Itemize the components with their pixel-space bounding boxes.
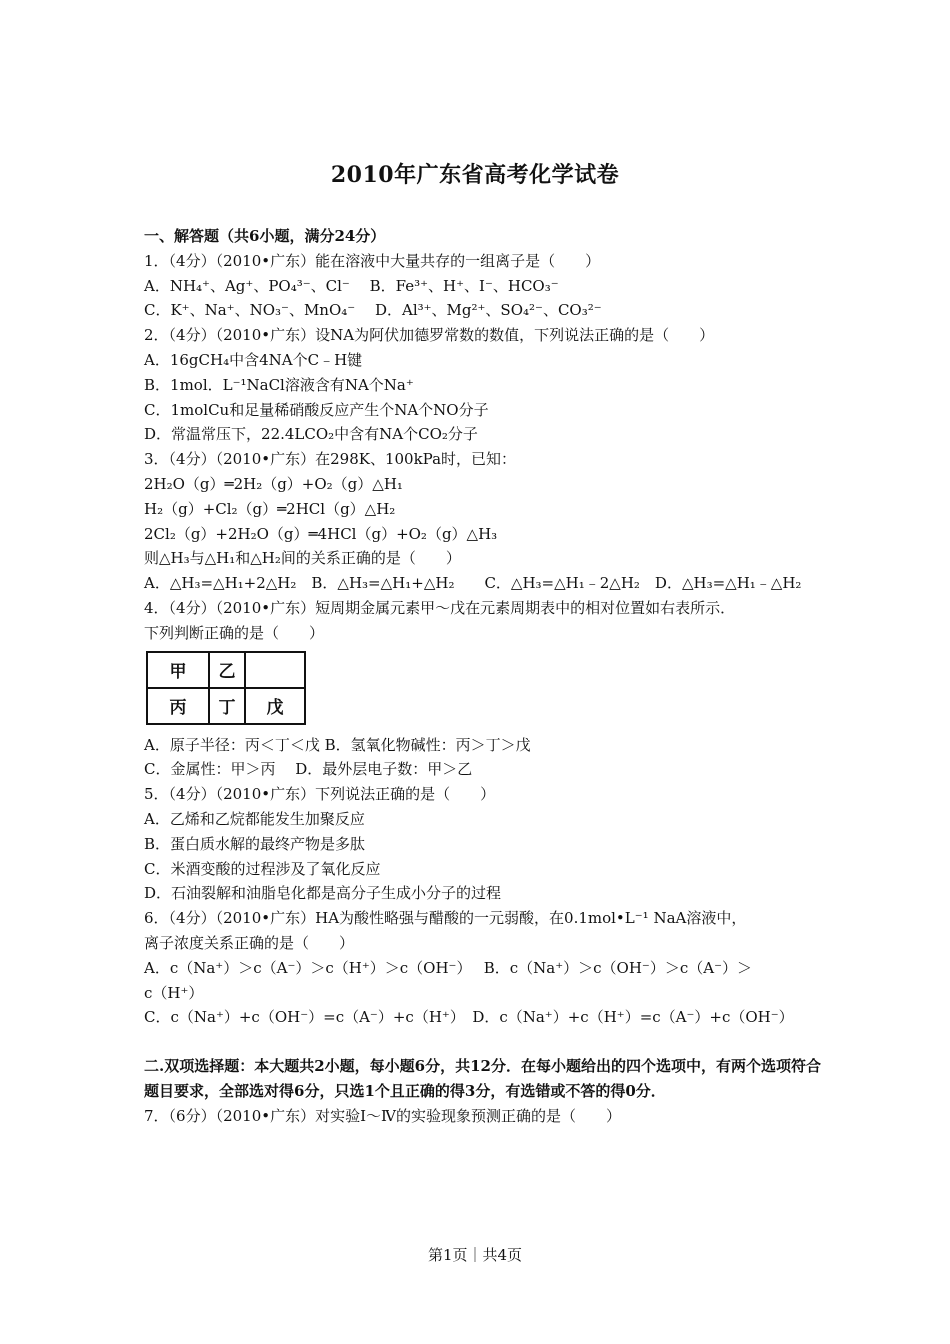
table-cell: 乙 [209,652,245,688]
question-1-stem: 1．（4分）（2010•广东）能在溶液中大量共存的一组离子是（ ） [144,251,601,270]
section-heading-2: 二.双项选择题：本大题共2小题，每小题6分，共12分．在每小题给出的四个选项中，有两个选项符合题目要求，全部选对得6分，只选1个且正确的得3分，有选错或不答的得0分． [144,1057,821,1100]
question-5-option-c: C．米酒变酸的过程涉及了氧化反应 [144,859,381,878]
question-4-options-cd: C．金属性：甲＞丙 D．最外层电子数：甲＞乙 [144,760,473,779]
question-2-option-c: C．1molCu和足量稀硝酸反应产生个NA个NO分子 [144,400,489,419]
question-6-stem-line-2: 离子浓度关系正确的是（ ） [144,933,355,952]
question-6-options-ab-line-1: A．c（Na⁺）＞c（A⁻）＞c（H⁺）＞c（OH⁻） B．c（Na⁺）＞c（OH⁻）＞c（A⁻）＞ [144,958,752,977]
question-2-option-a: A．16gCH₄中含4NA个C﹣H键 [144,350,363,369]
table-cell: 丁 [209,688,245,724]
table-row [147,688,305,724]
table-row [147,652,305,688]
question-5-option-d: D．石油裂解和油脂皂化都是高分子生成小分子的过程 [144,884,502,903]
question-3-equation-3: 2Cl₂（g）+2H₂O（g）═4HCl（g）+O₂（g）△H₃ [144,524,498,543]
table-cell: 戊 [245,688,305,724]
question-2-stem: 2．（4分）（2010•广东）设NA为阿伏加德罗常数的数值，下列说法正确的是（ ） [144,326,715,345]
document-body [144,224,824,1129]
question-3-ask: 则△H₃与△H₁和△H₂间的关系正确的是（ ） [144,549,461,568]
question-3-equation-1: 2H₂O（g）═2H₂（g）+O₂（g）△H₁ [144,474,403,493]
question-2-option-b: B．1mol．L⁻¹NaCl溶液含有NA个Na⁺ [144,375,414,394]
question-6-options-cd: C．c（Na⁺）+c（OH⁻）=c（A⁻）+c（H⁺） D．c（Na⁺）+c（H⁺）=c（A⁻）+c（OH⁻） [144,1008,794,1027]
question-1-options-ab: A．NH₄⁺、Ag⁺、PO₄³⁻、Cl⁻ B．Fe³⁺、H⁺、I⁻、HCO₃⁻ [144,276,559,295]
question-6-options-ab-line-2: c（H⁺） [144,983,204,1002]
page-title: 2010年广东省高考化学试卷 [330,162,620,188]
question-3-options: A．△H₃=△H₁+2△H₂ B．△H₃=△H₁+△H₂ C．△H₃=△H₁﹣2△H₂ D．△H₃=△H₁﹣△H₂ [144,574,802,593]
question-6-stem-line-1: 6．（4分）（2010•广东）HA为酸性略强与醋酸的一元弱酸，在0.1mol•L⁻¹ NaA溶液中， [144,909,747,928]
question-5-option-a: A．乙烯和乙烷都能发生加聚反应 [144,809,365,828]
question-4-options-ab: A．原子半径：丙＜丁＜戊 B．氢氧化物碱性：丙＞丁＞戊 [144,735,531,754]
question-1-options-cd: C．K⁺、Na⁺、NO₃⁻、MnO₄⁻ D．Al³⁺、Mg²⁺、SO₄²⁻、CO₃²⁻ [144,301,602,320]
question-3-stem: 3．（4分）（2010•广东）在298K、100kPa时，已知： [144,450,517,469]
question-4-stem-line-1: 4．（4分）（2010•广东）短周期金属元素甲～戊在元素周期表中的相对位置如右表所示． [144,598,736,617]
table-cell [245,652,305,688]
section-spacer [144,1030,824,1054]
question-5-option-b: B．蛋白质水解的最终产物是多肽 [144,834,366,853]
question-7-stem: 7．（6分）（2010•广东）对实验Ⅰ～Ⅳ的实验现象预测正确的是（ ） [144,1106,622,1125]
section-heading-1: 一、解答题（共6小题，满分24分） [144,227,386,245]
question-2-option-d: D．常温常压下，22.4LCO₂中含有NA个CO₂分子 [144,425,478,444]
question-3-equation-2: H₂（g）+Cl₂（g）═2HCl（g）△H₂ [144,499,396,518]
periodic-position-table [146,651,306,725]
page-footer: 第1页｜共4页 [427,1246,523,1264]
table-cell: 丙 [147,688,209,724]
question-5-stem: 5．（4分）（2010•广东）下列说法正确的是（ ） [144,785,496,804]
table-cell: 甲 [147,652,209,688]
question-4-stem-line-2: 下列判断正确的是（ ） [144,623,325,642]
